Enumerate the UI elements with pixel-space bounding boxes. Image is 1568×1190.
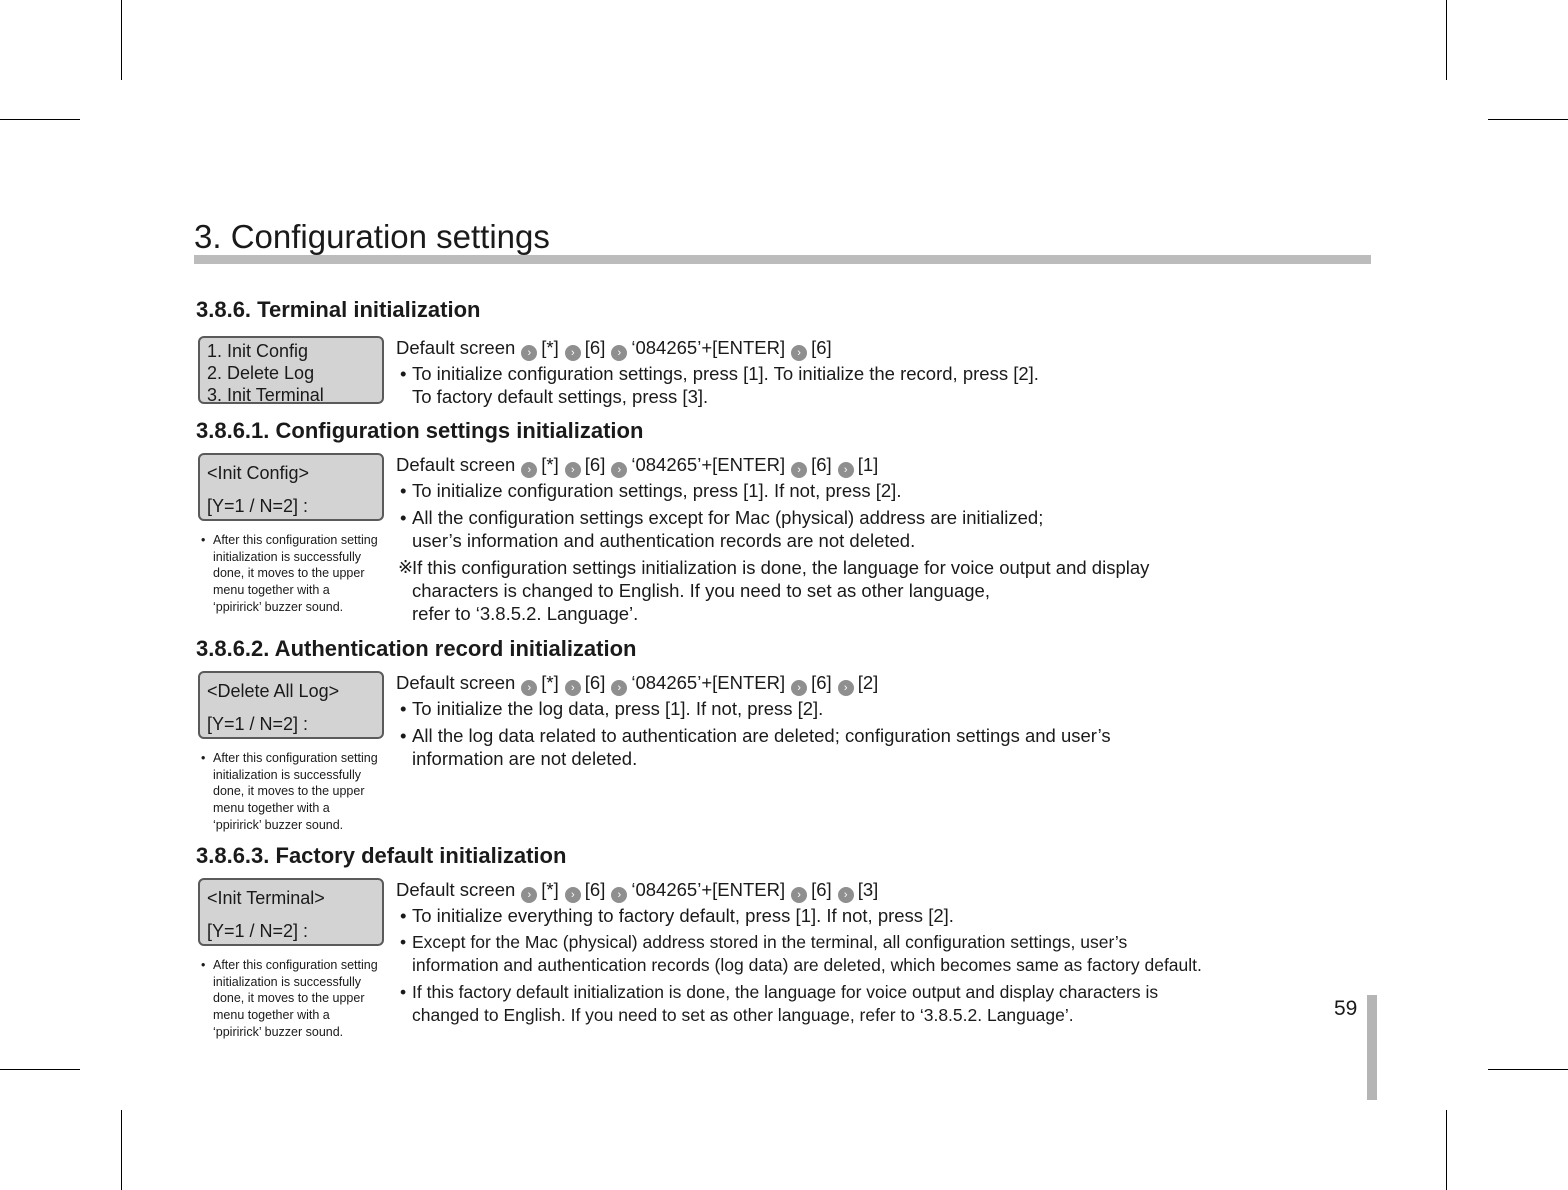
crop-mark <box>121 0 122 80</box>
path-step: [1] <box>857 454 879 475</box>
bullet-item: • All the log data related to authentication are deleted; configuration settings and user’s information are not deleted. <box>400 725 1111 769</box>
path-step: [*] <box>541 672 559 693</box>
lcd-screen <box>198 878 384 946</box>
bullet-icon: • <box>400 905 407 926</box>
path-step: [6] <box>811 672 832 693</box>
bullet-item: • To initialize configuration settings, press [1]. If not, press [2]. <box>400 480 902 501</box>
arrow-right-icon: › <box>521 887 537 903</box>
path-step: [6] <box>584 672 606 693</box>
arrow-right-icon: › <box>838 680 854 696</box>
lcd-line: 3. Init Terminal <box>207 385 324 405</box>
bullet-icon: • <box>201 533 206 547</box>
crop-mark <box>1488 1069 1568 1070</box>
path-step: [6] <box>584 879 606 900</box>
section-heading: 3.8.6.3. Factory default initialization <box>196 843 567 868</box>
path-step: ‘084265’+[ENTER] <box>631 337 786 358</box>
arrow-right-icon: › <box>611 887 627 903</box>
lcd-line: 1. Init Config <box>207 341 309 361</box>
lcd-line: <Init Config> <box>207 463 310 483</box>
arrow-right-icon: › <box>838 462 854 478</box>
side-note: • After this configuration setting initialization is successfully done, it moves to the upper menu together with a ‘ppiririck’ buzzer sound. <box>201 751 378 832</box>
bullet-icon: • <box>400 725 407 746</box>
lcd-line: [Y=1 / N=2] : <box>207 496 309 516</box>
reference-note: ※ If this configuration settings initialization is done, the language for voice output and display characters is changed to English. If you need to set as other language, refer to ‘3.8.5.2. Language’. <box>398 557 1150 624</box>
path-step: ‘084265’+[ENTER] <box>631 672 786 693</box>
path-step: [6] <box>584 454 606 475</box>
page-number: 59 <box>1334 997 1358 1020</box>
path-step: [*] <box>541 454 559 475</box>
bullet-item: • Except for the Mac (physical) address stored in the terminal, all configuration settings, user’s information and authentication records (log data) are deleted, which becomes same as factory default. <box>400 932 1202 975</box>
arrow-right-icon: › <box>791 345 807 361</box>
lcd-line: 2. Delete Log <box>207 363 315 383</box>
path-step: Default screen <box>396 454 516 475</box>
bullet-item: • To initialize the log data, press [1]. If not, press [2]. <box>400 698 824 719</box>
crop-mark <box>121 1110 122 1190</box>
section-heading: 3.8.6.1. Configuration settings initialization <box>196 418 644 443</box>
lcd-line: [Y=1 / N=2] : <box>207 921 309 941</box>
path-step: [6] <box>811 337 832 358</box>
bullet-icon: • <box>201 958 206 972</box>
bullet-icon: • <box>400 698 407 719</box>
path-step: [*] <box>541 879 559 900</box>
lcd-screen <box>198 336 384 404</box>
arrow-right-icon: › <box>521 345 537 361</box>
crop-mark <box>1488 119 1568 120</box>
arrow-right-icon: › <box>565 345 581 361</box>
page-title: 3. Configuration settings <box>194 218 550 255</box>
path-step: Default screen <box>396 337 516 358</box>
path-step: [6] <box>811 454 832 475</box>
path-step: [*] <box>541 337 559 358</box>
arrow-right-icon: › <box>521 680 537 696</box>
path-step: [6] <box>811 879 832 900</box>
path-step: ‘084265’+[ENTER] <box>631 879 786 900</box>
crop-mark <box>1446 1110 1447 1190</box>
section-heading: 3.8.6.2. Authentication record initialization <box>196 636 637 661</box>
arrow-right-icon: › <box>838 887 854 903</box>
arrow-right-icon: › <box>791 887 807 903</box>
bullet-icon: • <box>201 751 206 765</box>
bullet-icon: • <box>400 507 407 528</box>
crop-mark <box>0 1069 80 1070</box>
title-divider <box>194 255 1371 264</box>
bullet-icon: • <box>400 363 407 384</box>
lcd-screen <box>198 453 384 521</box>
path-step: Default screen <box>396 672 516 693</box>
arrow-right-icon: › <box>565 887 581 903</box>
lcd-line: [Y=1 / N=2] : <box>207 714 309 734</box>
bullet-icon: • <box>400 932 407 952</box>
bullet-item: • To initialize everything to factory default, press [1]. If not, press [2]. <box>400 905 954 926</box>
bullet-icon: • <box>400 982 407 1002</box>
page-edge-bar <box>1367 995 1377 1100</box>
path-step: [6] <box>584 337 606 358</box>
key-path <box>396 454 878 478</box>
arrow-right-icon: › <box>521 462 537 478</box>
arrow-right-icon: › <box>791 462 807 478</box>
lcd-screen <box>198 671 384 739</box>
path-step: [3] <box>857 879 879 900</box>
arrow-right-icon: › <box>611 345 627 361</box>
reference-mark-icon: ※ <box>398 557 414 577</box>
path-step: Default screen <box>396 879 516 900</box>
arrow-right-icon: › <box>565 462 581 478</box>
arrow-right-icon: › <box>791 680 807 696</box>
lcd-line: <Init Terminal> <box>207 888 325 908</box>
arrow-right-icon: › <box>611 462 627 478</box>
path-step: [2] <box>857 672 879 693</box>
key-path <box>396 879 878 903</box>
key-path <box>396 672 878 696</box>
section-heading: 3.8.6. Terminal initialization <box>196 297 481 322</box>
crop-mark <box>0 119 80 120</box>
side-note: • After this configuration setting initialization is successfully done, it moves to the upper menu together with a ‘ppiririck’ buzzer sound. <box>201 533 378 614</box>
bullet-icon: • <box>400 480 407 501</box>
arrow-right-icon: › <box>565 680 581 696</box>
path-step: ‘084265’+[ENTER] <box>631 454 786 475</box>
arrow-right-icon: › <box>611 680 627 696</box>
lcd-line: <Delete All Log> <box>207 681 340 701</box>
bullet-item: • All the configuration settings except for Mac (physical) address are initialized; user’s information and authentication records are not deleted. <box>400 507 1044 551</box>
key-path <box>396 337 832 361</box>
bullet-item: • If this factory default initialization is done, the language for voice output and display characters is changed to English. If you need to set as other language, refer to ‘3.8.5.2. Language’. <box>400 982 1159 1025</box>
crop-mark <box>1446 0 1447 80</box>
bullet-item: • To initialize configuration settings, press [1]. To initialize the record, press [2]. To factory default settings, press [3]. <box>400 363 1039 407</box>
side-note: • After this configuration setting initialization is successfully done, it moves to the upper menu together with a ‘ppiririck’ buzzer sound. <box>201 958 378 1039</box>
